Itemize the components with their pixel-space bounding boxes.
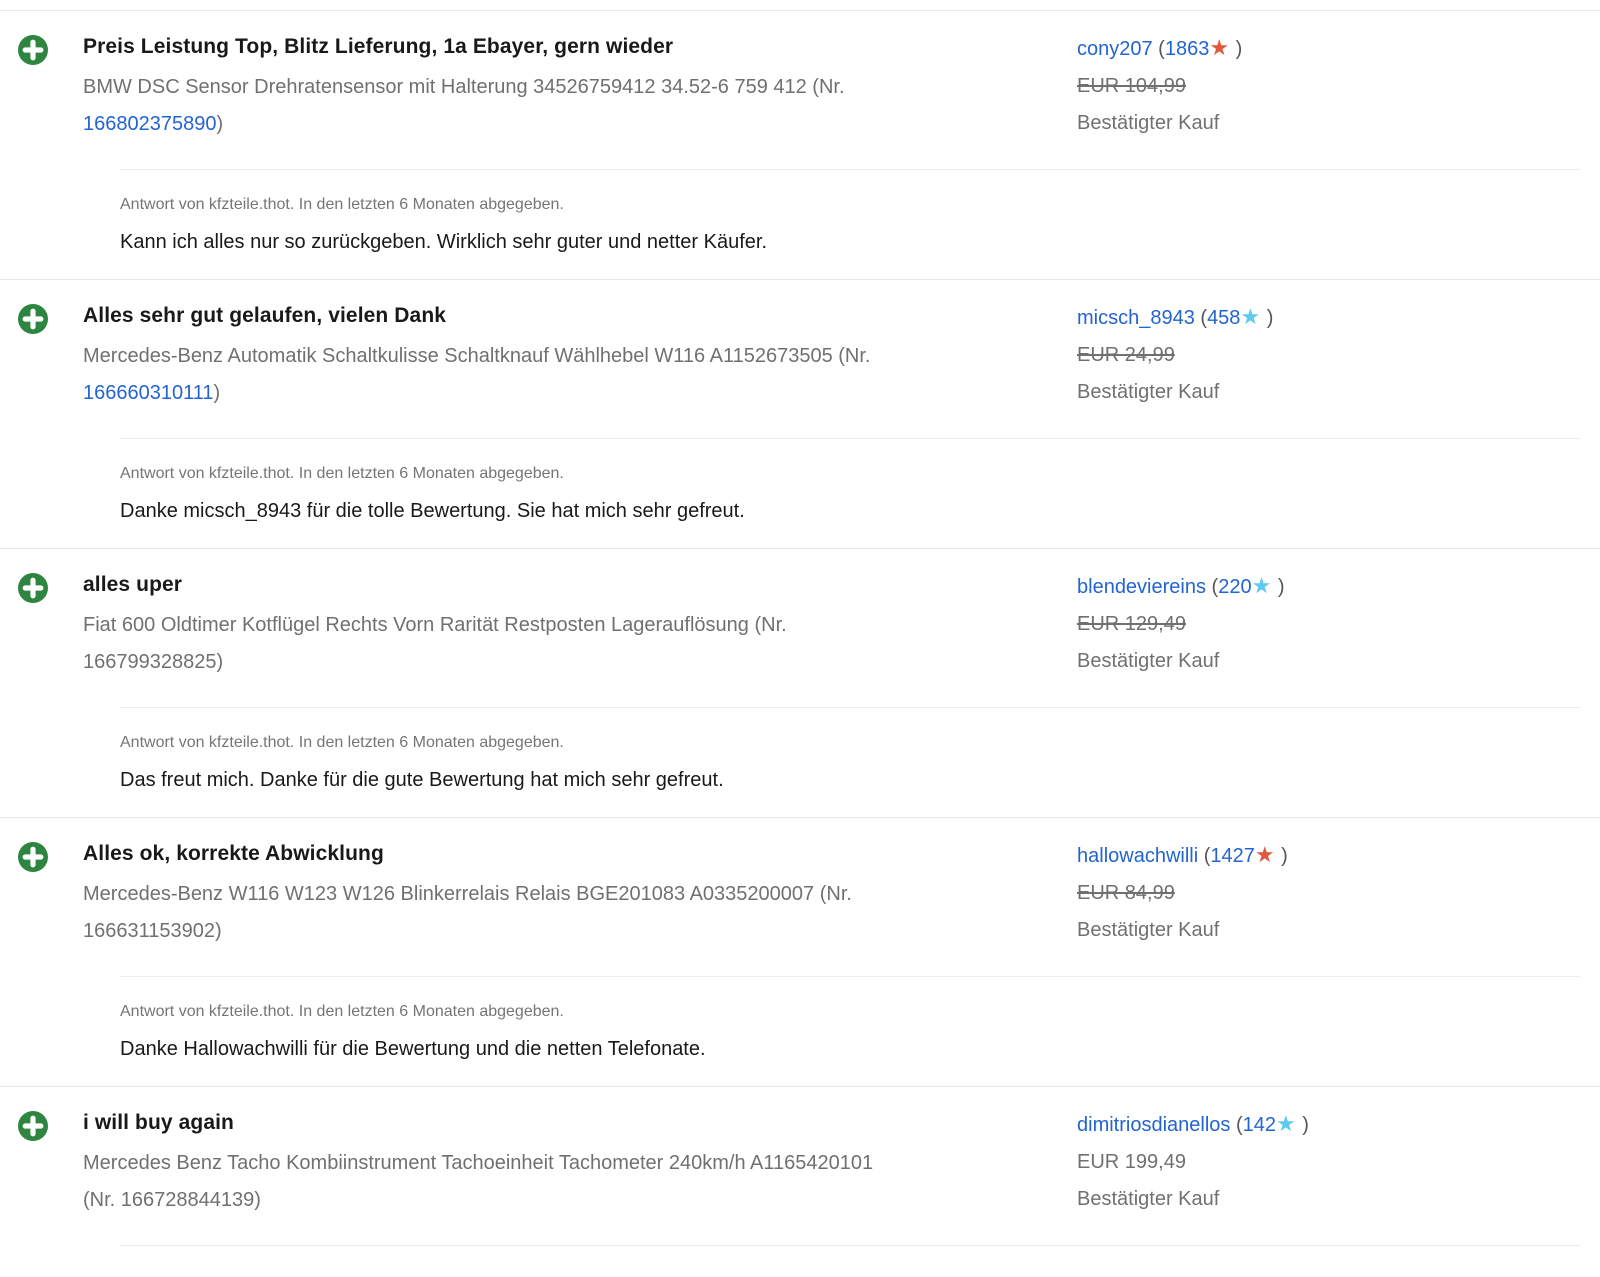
reply-divider	[120, 169, 1580, 170]
item-number-link[interactable]: 166802375890	[83, 113, 217, 135]
feedback-title: i will buy again	[83, 1111, 234, 1134]
item-description-line2: 166799328825)	[83, 651, 224, 673]
verified-purchase-label: Bestätigter Kauf	[1077, 381, 1220, 403]
item-description	[83, 876, 1018, 950]
buyer-feedback-score: 220	[1218, 576, 1252, 598]
item-description-line2: 166631153902)	[83, 920, 222, 942]
item-price: EUR 129,49	[1077, 613, 1186, 635]
buyer-username-link[interactable]: blendeviereins	[1077, 576, 1206, 598]
reply-divider	[120, 438, 1580, 439]
item-description-line2: )	[213, 382, 221, 404]
buyer-username-link[interactable]: dimitriosdianellos	[1077, 1114, 1231, 1136]
feedback-entry	[0, 10, 1600, 279]
positive-feedback-icon	[18, 842, 48, 872]
reply-meta-text: Antwort von kfzteile.thot. In den letzten 6 Monaten abgegeben.	[120, 734, 564, 751]
buyer-line: blendeviereins (220★ )	[1077, 573, 1285, 598]
item-description-line1: Fiat 600 Oldtimer Kotflügel Rechts Vorn Rarität Restposten Lagerauflösung (Nr.	[83, 614, 787, 636]
buyer-feedback-score: 142	[1242, 1114, 1276, 1136]
seller-reply-text: Das freut mich. Danke für die gute Bewertung hat mich sehr gefreut.	[120, 769, 724, 791]
item-description	[83, 607, 1018, 681]
buyer-line: dimitriosdianellos (142★ )	[1077, 1111, 1309, 1136]
buyer-username-link[interactable]: cony207	[1077, 38, 1153, 60]
feedback-star-icon: ★	[1240, 304, 1262, 329]
item-description-line1: Mercedes Benz Tacho Kombiinstrument Tachoeinheit Tachometer 240km/h A1165420101	[83, 1152, 874, 1174]
feedback-star-icon: ★	[1254, 842, 1276, 867]
seller-reply-text: Kann ich alles nur so zurückgeben. Wirklich sehr guter und netter Käufer.	[120, 231, 768, 253]
item-description	[83, 1145, 1018, 1219]
reply-divider	[120, 707, 1580, 708]
item-description-line1: Mercedes-Benz W116 W123 W126 Blinkerrelais Relais BGE201083 A0335200007 (Nr.	[83, 883, 852, 905]
feedback-title: Alles ok, korrekte Abwicklung	[83, 842, 384, 865]
item-description	[83, 69, 1018, 143]
feedback-title: Alles sehr gut gelaufen, vielen Dank	[83, 304, 447, 327]
reply-divider	[120, 976, 1580, 977]
feedback-title: alles uper	[83, 573, 183, 596]
positive-feedback-icon	[18, 573, 48, 603]
item-description-line2: )	[216, 113, 224, 135]
feedback-star-icon: ★	[1209, 35, 1231, 60]
item-price: EUR 104,99	[1077, 75, 1186, 97]
verified-purchase-label: Bestätigter Kauf	[1077, 1188, 1220, 1210]
buyer-feedback-score: 1427	[1210, 845, 1255, 867]
feedback-star-icon: ★	[1251, 573, 1273, 598]
buyer-username-link[interactable]: hallowachwilli	[1077, 845, 1199, 867]
buyer-line: hallowachwilli (1427★ )	[1077, 842, 1288, 867]
item-description-line2: (Nr. 166728844139)	[83, 1189, 261, 1211]
item-description-line1: BMW DSC Sensor Drehratensensor mit Halterung 34526759412 34.52-6 759 412 (Nr.	[83, 76, 845, 98]
buyer-line: micsch_8943 (458★ )	[1077, 304, 1274, 329]
feedback-list	[0, 10, 1600, 1270]
item-price: EUR 84,99	[1077, 882, 1175, 904]
seller-reply-text: Danke micsch_8943 für die tolle Bewertung. Sie hat mich sehr gefreut.	[120, 500, 745, 522]
positive-feedback-icon	[18, 1111, 48, 1141]
feedback-entry	[0, 817, 1600, 1086]
reply-meta-text: Antwort von kfzteile.thot. In den letzten 6 Monaten abgegeben.	[120, 465, 564, 482]
feedback-entry	[0, 548, 1600, 817]
feedback-star-icon: ★	[1276, 1111, 1297, 1136]
feedback-entry	[0, 1086, 1600, 1270]
feedback-title: Preis Leistung Top, Blitz Lieferung, 1a Ebayer, gern wieder	[83, 35, 674, 58]
buyer-line: cony207 (1863★ )	[1077, 35, 1243, 60]
item-price: EUR 199,49	[1077, 1151, 1186, 1173]
item-price: EUR 24,99	[1077, 344, 1175, 366]
feedback-entry	[0, 279, 1600, 548]
buyer-feedback-score: 458	[1207, 307, 1241, 329]
reply-meta-text: Antwort von kfzteile.thot. In den letzten 6 Monaten abgegeben.	[120, 1003, 564, 1020]
buyer-feedback-score: 1863	[1164, 38, 1210, 60]
buyer-username-link[interactable]: micsch_8943	[1077, 307, 1195, 329]
reply-meta-text: Antwort von kfzteile.thot. In den letzten 6 Monaten abgegeben.	[120, 196, 564, 213]
item-description-line1: Mercedes-Benz Automatik Schaltkulisse Schaltknauf Wählhebel W116 A1152673505 (Nr.	[83, 345, 871, 367]
item-number-link[interactable]: 166660310111	[83, 382, 214, 404]
item-description	[83, 338, 1018, 412]
reply-divider	[120, 1245, 1580, 1246]
verified-purchase-label: Bestätigter Kauf	[1077, 650, 1220, 672]
verified-purchase-label: Bestätigter Kauf	[1077, 112, 1220, 134]
positive-feedback-icon	[18, 35, 48, 65]
seller-reply-text: Danke Hallowachwilli für die Bewertung und die netten Telefonate.	[120, 1038, 706, 1060]
positive-feedback-icon	[18, 304, 48, 334]
verified-purchase-label: Bestätigter Kauf	[1077, 919, 1220, 941]
